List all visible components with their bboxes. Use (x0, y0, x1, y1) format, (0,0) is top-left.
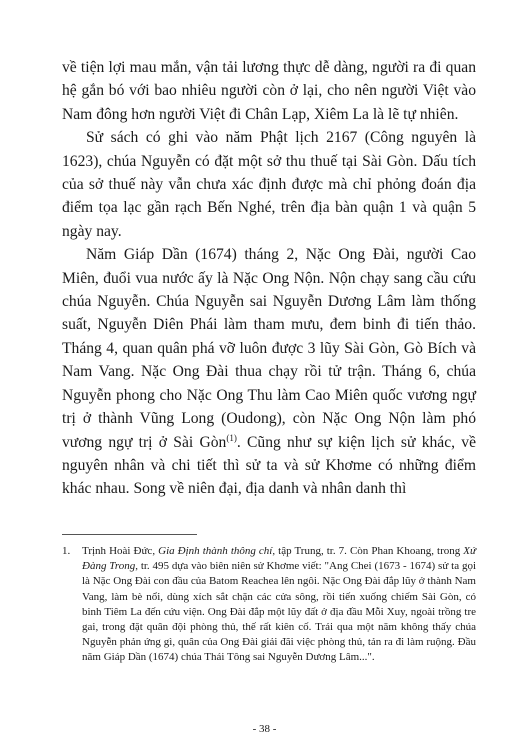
main-text (62, 56, 476, 501)
footnote-text (82, 544, 476, 666)
footnote-mid: , tập Trung, tr. 7. Còn Phan Khoang, trong (272, 545, 464, 557)
footnote-author: Trịnh Hoài Đức, (82, 545, 159, 557)
paragraph-3-text: Năm Giáp Dần (1674) tháng 2, Nặc Ong Đài, người Cao Miên, đuổi vua nước ấy là Nặc Ong Nộn. Nộn chạy sang cầu cứu chúa Nguyễn. Chúa Nguyễn sai Nguyễn Dương Lâm làm thống suất, Nguyễn Diên Phái làm tham mưu, đem binh đi tiến thảo. Tháng 4, quan quân phá vỡ luôn được 3 lũy Sài Gòn, Gò Bích và Nam Vang. Nặc Ong Đài thua chạy rồi tử trận. Tháng 6, chúa Nguyễn phong cho Nặc Ong Thu làm Cao Miên quốc vương ngự trị ở thành Vũng Long (Oudong), còn Nặc Ong Nộn làm phó vương ngự trị ở Sài Gòn (62, 246, 476, 451)
footnote-number: 1. (62, 545, 71, 557)
paragraph-2: Sử sách có ghi vào năm Phật lịch 2167 (Công nguyên là 1623), chúa Nguyễn có đặt một sở thu thuế tại Sài Gòn. Dấu tích của sở thuế này vẫn chưa xác định được mà chỉ phỏng đoán địa điểm tọa lạc gần rạch Bến Nghé, trên địa bàn quận 1 và quận 5 ngày nay. (62, 129, 476, 240)
footnote-work-title: Gia Định thành thông chí (158, 545, 273, 557)
footnote-reference[interactable]: (1) (226, 432, 237, 443)
paragraph-1: về tiện lợi mau mắn, vận tải lương thực dễ dàng, người ra đi quan hệ gắn bó với bao nhiêu người còn ở lại, cho nên người Việt vào Nam đông hơn người Việt đi Chân Lạp, Xiêm La là lẽ tự nhiên. (62, 59, 476, 123)
paragraph-3-continuation: . Cũng như sự kiện lịch sử khác, về nguyên nhân và chi tiết thì sử ta và sử Khơme có những điểm khác nhau. Song về niên đại, địa danh và nhân danh thì (62, 433, 477, 498)
paragraph-3 (62, 243, 476, 500)
footnote-1 (62, 544, 476, 666)
footnote-divider (62, 534, 197, 535)
footnote-rest: , tr. 495 dựa vào biên niên sử Khơme viết: "Ang Chei (1673 - 1674) sử ta gọi là Nặc Ong Đài con đầu của Batom Reachea lên ngôi. Nặc Ong Đài đắp lũy ở thành Nam Vang, làm bè nổi, dùng xích sắt chặn các cửa sông, rồi tiến xuống chiếm Sài Gòn, có binh Tiêm La đến cứu viện. Ong Đài đắp một lũy đất ở địa đầu Mỗi Xuy, ngoài trồng tre gai, trong đặt quân đội phòng thủ, thế rất kiên cố. Trái qua một năm không thấy chúa Nguyễn phản ứng gì, quân của Ong Đài giải đãi việc phòng thủ, tản ra đi làm ruộng. Đầu năm Giáp Dần (1674) chúa Thái Tông sai Nguyễn Dương Lâm...". (82, 560, 477, 664)
footnote-work-title-2: Xứ Đàng Trong (82, 545, 476, 573)
page-number: - 38 - (252, 723, 277, 735)
